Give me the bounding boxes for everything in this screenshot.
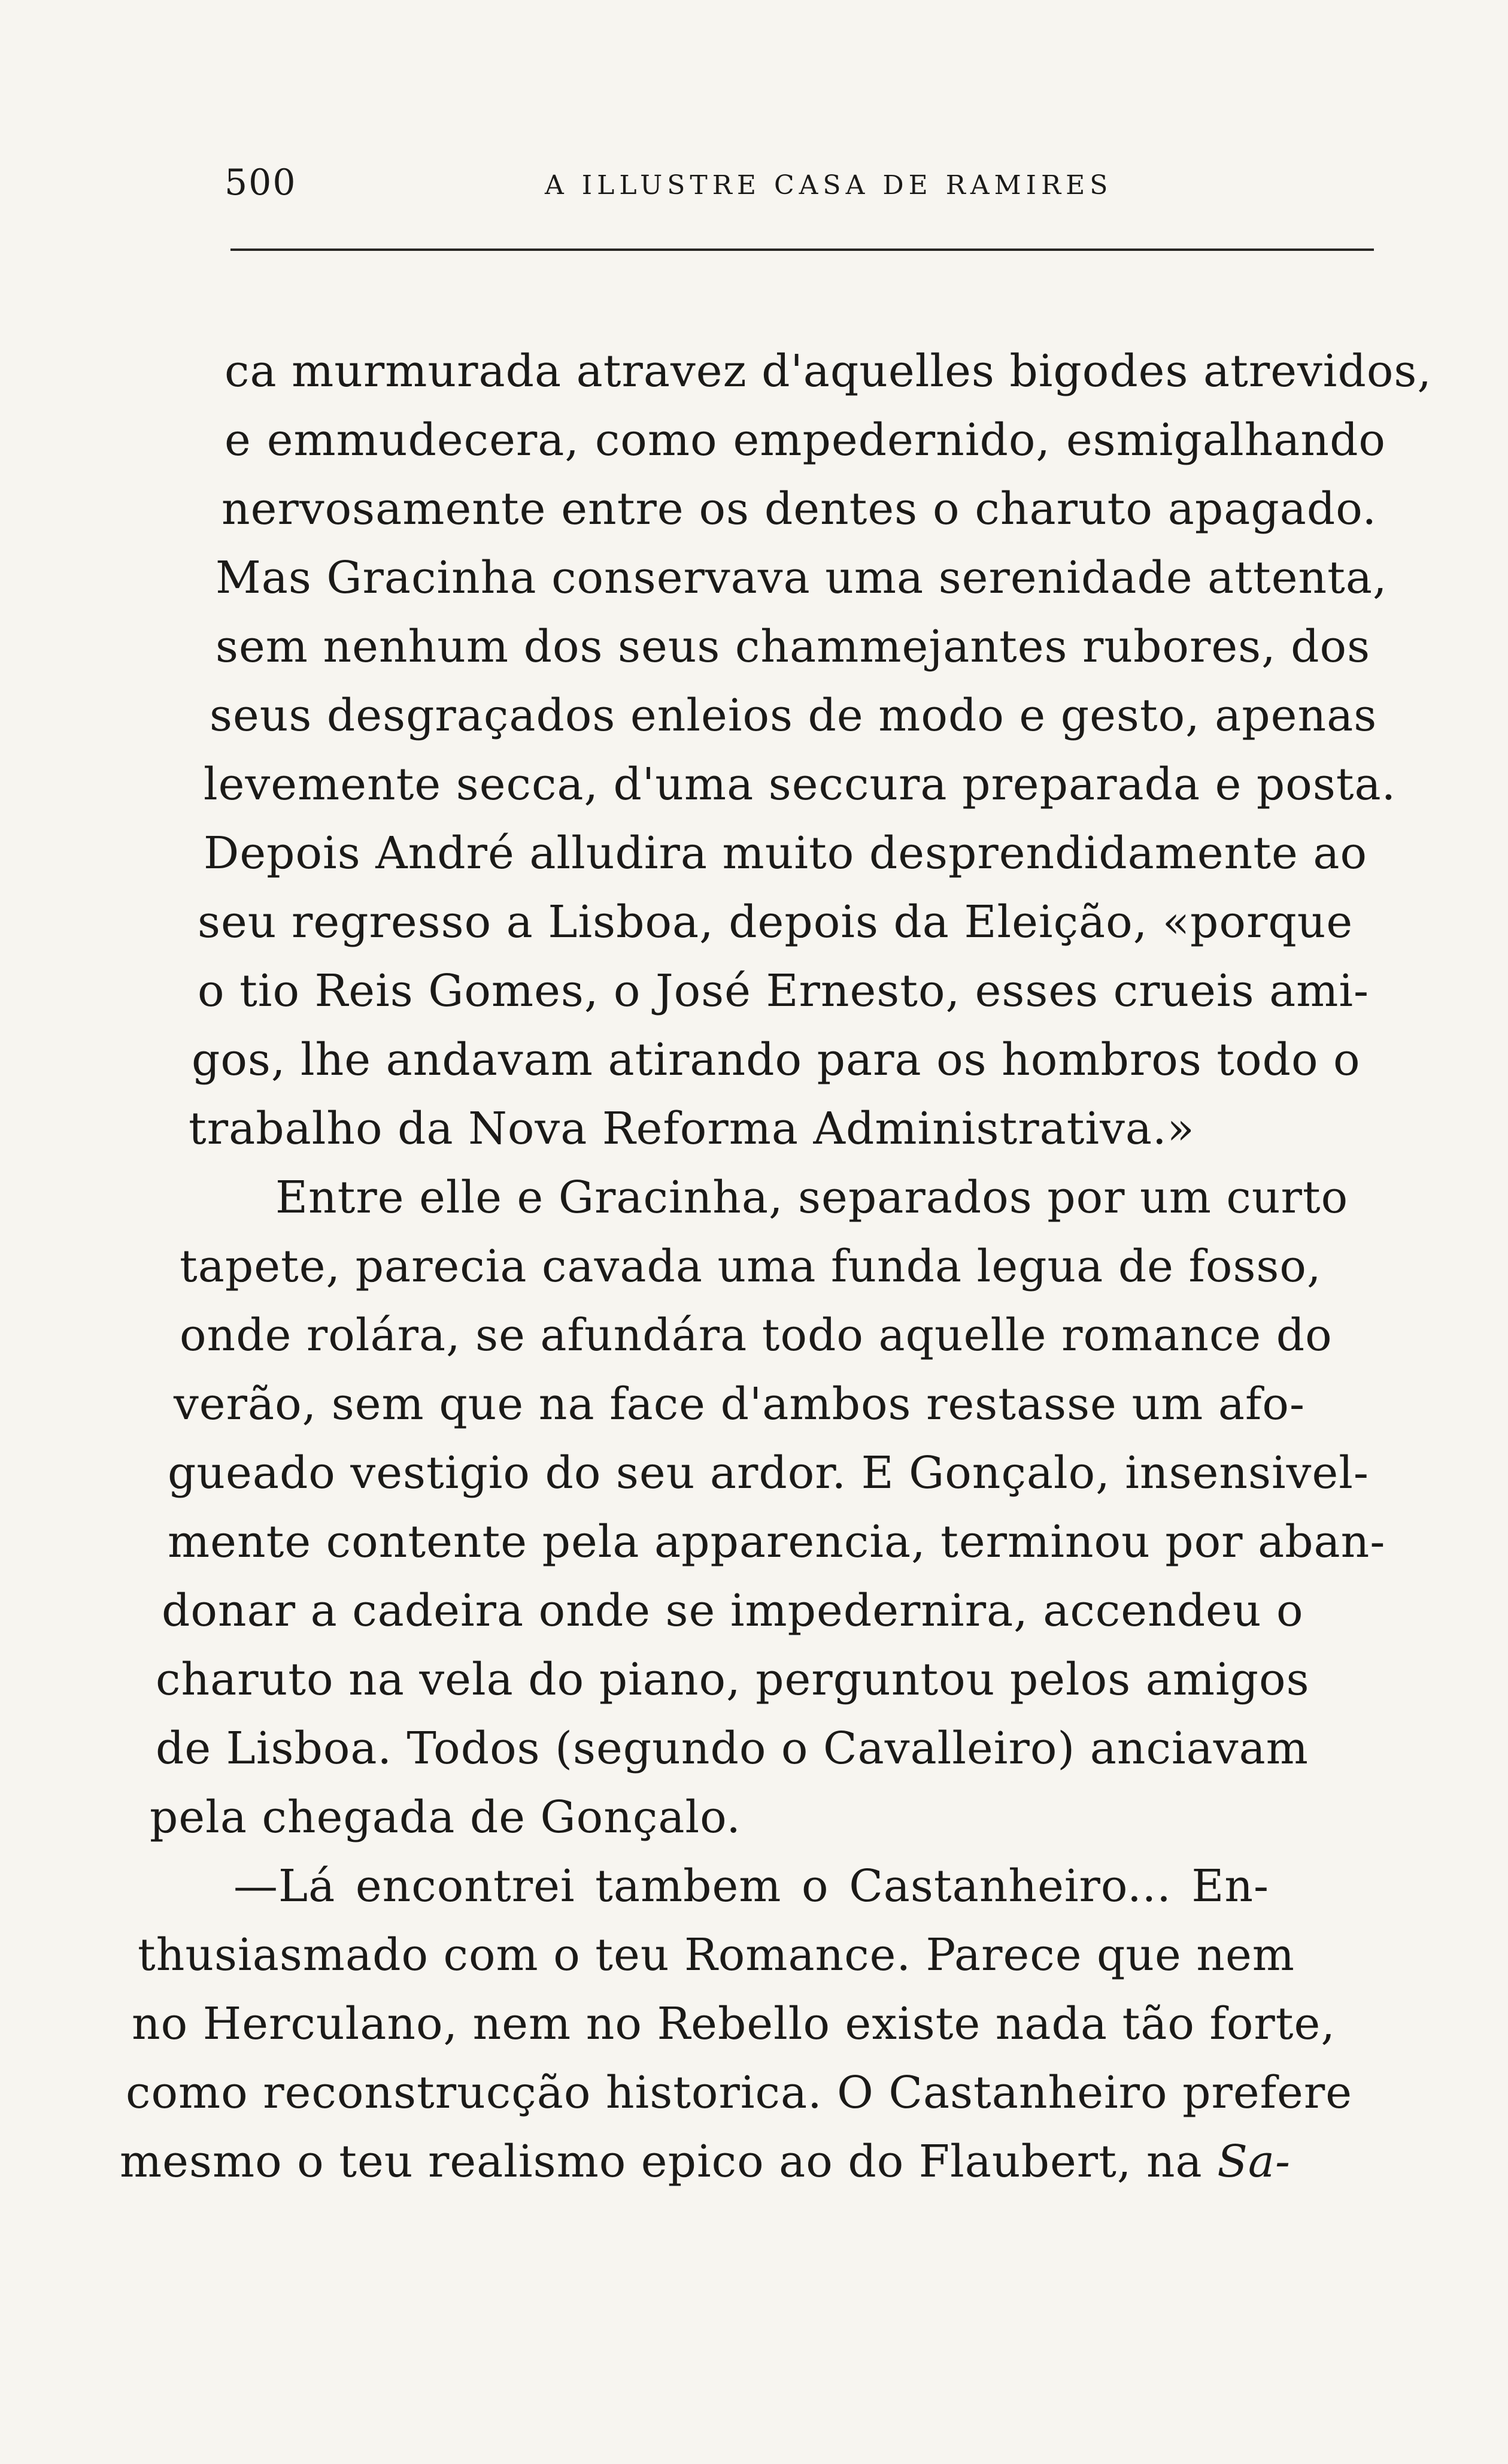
- text-line: Depois André alludira muito desprendidamente ao: [204, 828, 1368, 879]
- text-line: seu regresso a Lisboa, depois da Eleição, «porque: [198, 896, 1354, 948]
- text-line: no Herculano, nem no Rebello existe nada tão forte,: [132, 1998, 1336, 2050]
- text-line: como reconstrucção historica. O Castanheiro prefere: [126, 2067, 1352, 2119]
- text-line-final: [120, 2129, 1291, 2195]
- text-line: charuto na vela do piano, perguntou pelos amigos: [156, 1654, 1310, 1705]
- text-line: trabalho da Nova Reforma Administrativa.»: [189, 1103, 1195, 1154]
- page-header: [224, 162, 1374, 210]
- page-number: 500: [224, 162, 297, 204]
- text-line: Mas Gracinha conservava uma serenidade attenta,: [216, 552, 1388, 604]
- text-line: —Lá encontrei tambem o Castanheiro... En-: [233, 1860, 1269, 1912]
- text-line: pela chegada de Gonçalo.: [150, 1792, 741, 1843]
- text-line: Entre elle e Gracinha, separados por um curto: [275, 1172, 1349, 1223]
- text-line: mente contente pela apparencia, terminou por aban-: [168, 1516, 1386, 1568]
- text-line: thusiasmado com o teu Romance. Parece que nem: [138, 1929, 1295, 1981]
- text-line: gueado vestigio do seu ardor. E Gonçalo, insensivel-: [168, 1447, 1369, 1499]
- running-title: A ILLUSTRE CASA DE RAMIRES: [545, 170, 1113, 201]
- text-line: sem nenhum dos seus chammejantes rubores, dos: [216, 621, 1371, 672]
- text-line: verão, sem que na face d'ambos restasse um afo-: [174, 1378, 1305, 1430]
- text-line-final-italic: Sa-: [1217, 2136, 1291, 2187]
- text-line: o tio Reis Gomes, o José Ernesto, esses crueis ami-: [198, 965, 1370, 1017]
- header-rule: [230, 248, 1374, 251]
- text-line: gos, lhe andavam atirando para os hombros todo o: [192, 1034, 1361, 1086]
- text-line: de Lisboa. Todos (segundo o Cavalleiro) anciavam: [156, 1723, 1309, 1774]
- text-line: nervosamente entre os dentes o charuto apagado.: [222, 483, 1377, 535]
- text-line: levemente secca, d'uma seccura preparada e posta.: [204, 759, 1397, 810]
- text-line: seus desgraçados enleios de modo e gesto, apenas: [210, 690, 1377, 741]
- text-line-final-roman: mesmo o teu realismo epico ao do Flaubert, na: [120, 2136, 1218, 2187]
- text-line: tapete, parecia cavada uma funda legua de fosso,: [180, 1241, 1322, 1292]
- text-line: ca murmurada atravez d'aquelles bigodes atrevidos,: [224, 345, 1432, 397]
- text-line: e emmudecera, como empedernido, esmigalhando: [224, 414, 1386, 466]
- text-line: onde rolára, se afundára todo aquelle romance do: [180, 1310, 1333, 1361]
- text-line: donar a cadeira onde se impedernira, accendeu o: [162, 1585, 1304, 1636]
